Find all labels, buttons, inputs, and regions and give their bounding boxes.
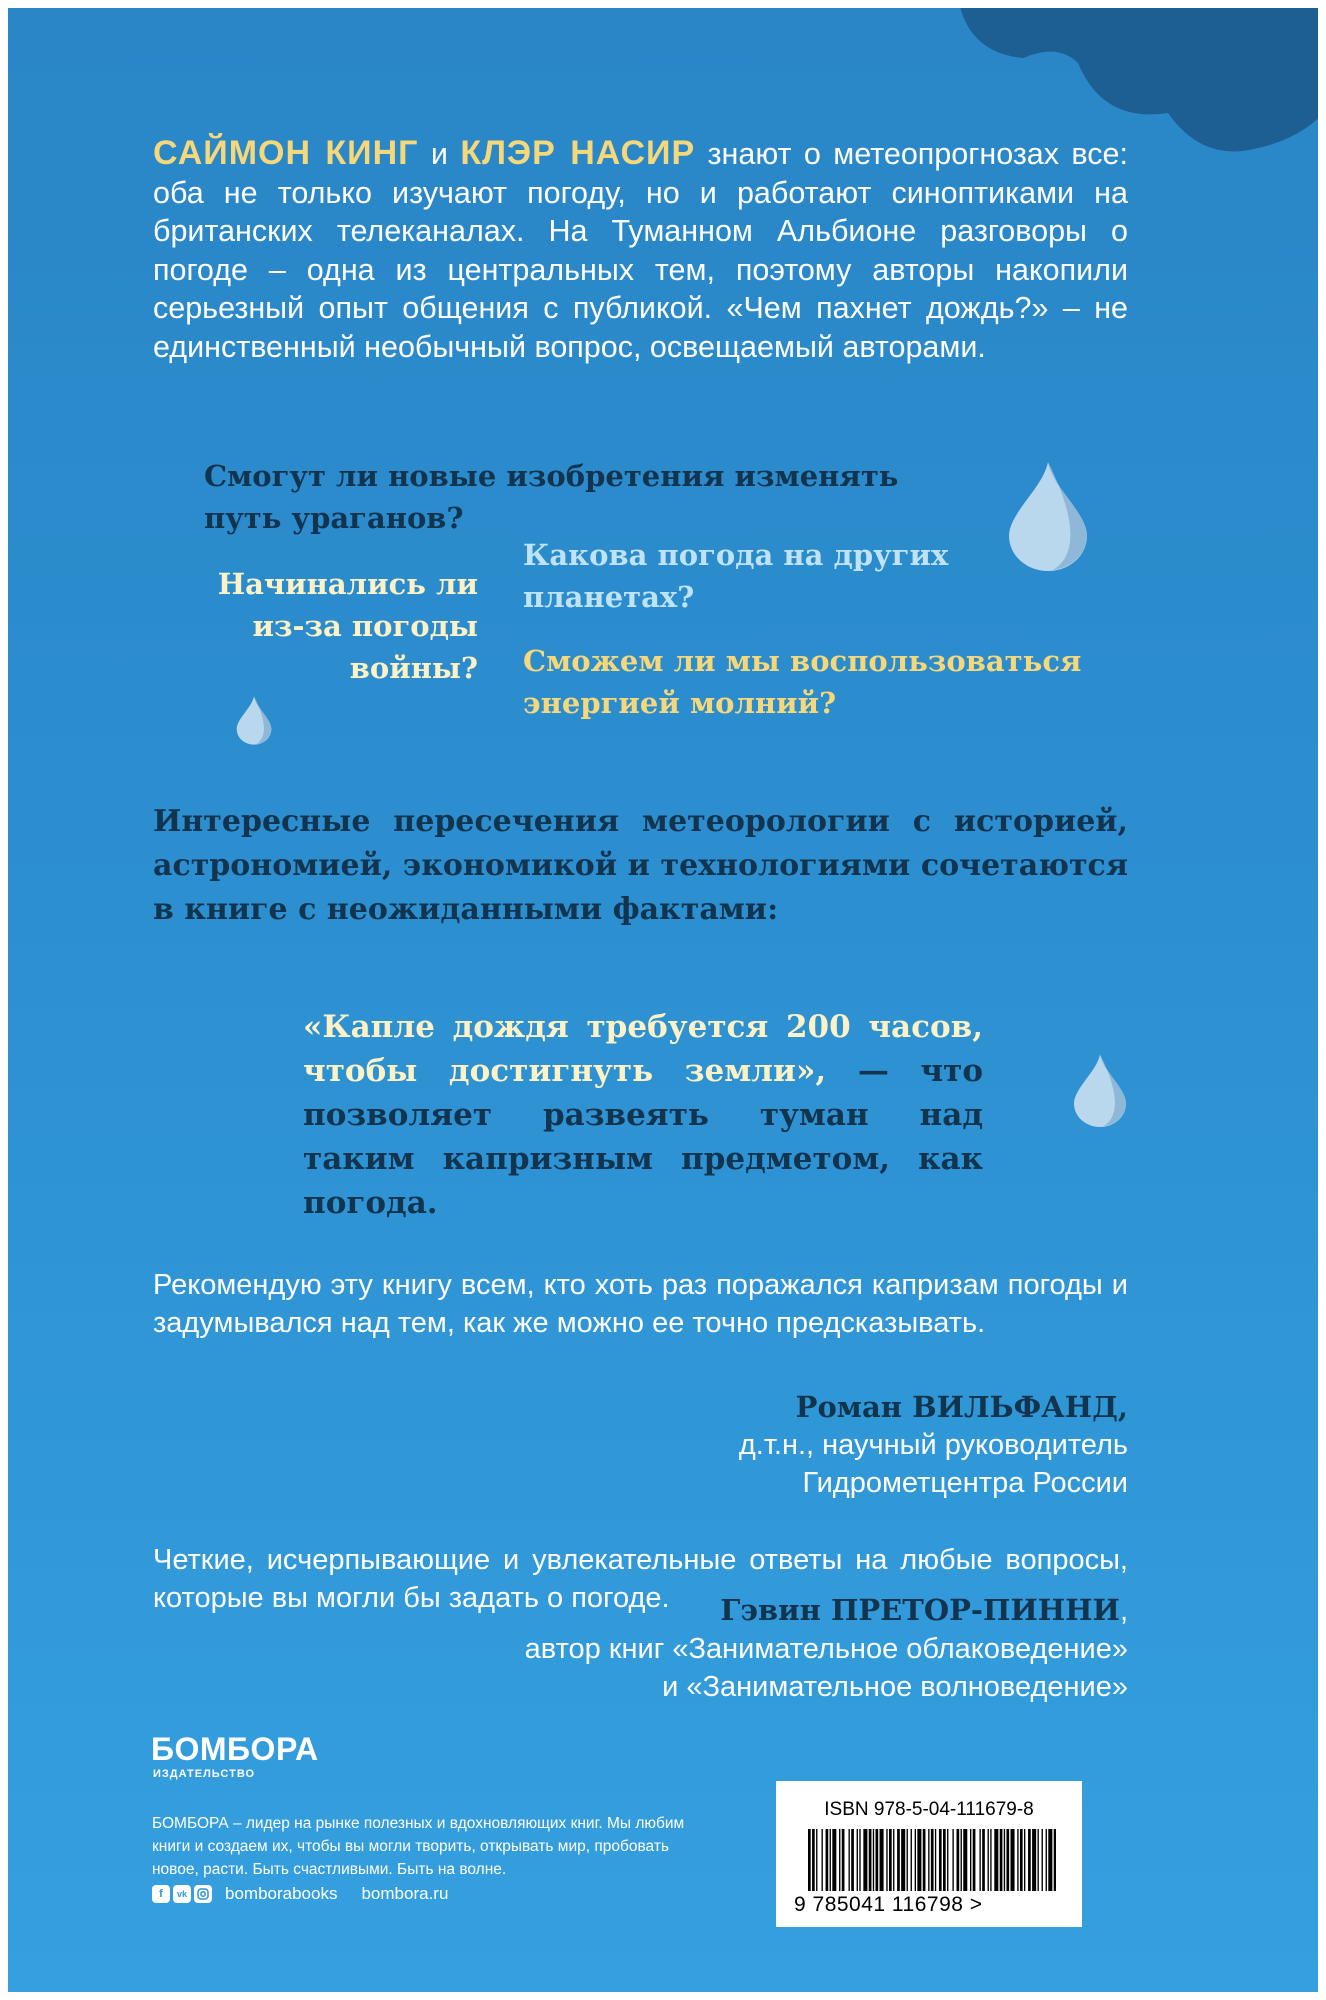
barcode-bar [957, 1829, 960, 1891]
barcode-bar [880, 1829, 884, 1891]
raindrop-icon [234, 694, 274, 746]
reviewer-role: д.т.н., научный руководитель [738, 1429, 1128, 1461]
barcode-bar [876, 1829, 879, 1891]
barcode-bar [988, 1829, 989, 1891]
website-link[interactable]: bombora.ru [361, 1884, 449, 1903]
author-conjunction: и [430, 137, 448, 171]
barcode-bar [808, 1829, 811, 1891]
barcode-bar [863, 1829, 867, 1891]
barcode-bar [943, 1829, 946, 1891]
barcode-bar [952, 1829, 953, 1891]
question-planets: Какова погода на других планетах? [523, 538, 949, 614]
barcode-bar [1046, 1829, 1047, 1891]
barcode-bar [1048, 1829, 1052, 1891]
barcode-bar [1024, 1829, 1025, 1891]
barcode-bar [907, 1829, 908, 1891]
barcode-bar [1011, 1829, 1015, 1891]
barcode-bar [931, 1829, 934, 1891]
barcode-bar [851, 1829, 854, 1891]
barcode-bar [889, 1829, 892, 1891]
barcode-bar [939, 1829, 942, 1891]
barcode-bar [973, 1829, 976, 1891]
barcode-bar [1028, 1829, 1031, 1891]
barcode-bar [1017, 1829, 1018, 1891]
barcode-bar [1038, 1829, 1039, 1891]
social-handle-link[interactable]: bomborabooks [225, 1884, 338, 1903]
barcode-bar [822, 1829, 823, 1891]
barcode-bar [1042, 1829, 1043, 1891]
barcode-bar [911, 1829, 912, 1891]
instagram-icon[interactable] [194, 1885, 212, 1903]
isbn-digits: 9 785041 116798 > [794, 1893, 983, 1916]
publisher-logo-subtitle: ИЗДАТЕЛЬСТВО [153, 1768, 256, 1780]
reviewer-role: Гидрометцентра России [802, 1467, 1128, 1499]
question-wars: Начинались ли из-за погоды войны? [217, 567, 478, 685]
barcode-bar [963, 1829, 967, 1891]
barcode-bar [1000, 1829, 1003, 1891]
author-name-1: САЙМОН КИНГ [153, 134, 419, 172]
publisher-logo: БОМБОРА [151, 1731, 319, 1767]
barcode-bar [970, 1829, 971, 1891]
review-vilfand-signature [739, 1388, 1128, 1502]
isbn-label: ISBN 978-5-04-111679-8 [824, 1799, 1034, 1820]
barcode-bar [979, 1829, 980, 1891]
reviewer-name: Гэвин ПРЕТОР-ПИННИ [720, 1593, 1120, 1627]
barcode-bar [915, 1829, 916, 1891]
barcode-bar [812, 1829, 815, 1891]
reviewer-name-row: Гэвин ПРЕТОР-ПИННИ, [720, 1593, 1128, 1627]
barcode-bar [990, 1829, 991, 1891]
reviewer-role: и «Занимательное волноведение» [662, 1671, 1128, 1703]
barcode-bar [923, 1829, 926, 1891]
barcode-bar [826, 1829, 829, 1891]
publisher-links [152, 1882, 462, 1906]
publisher-description: БОМБОРА – лидер на рынке полезных и вдохновляющих книг. Мы любим книги и создаем их, чтобы вы могли творить, открывать мир, пробовать новое, расти. Быть счастливыми. Быть на волне. [152, 1815, 685, 1878]
intro-paragraph [153, 134, 1128, 366]
review-vilfand-text: Рекомендую эту книгу всем, кто хоть раз поражался капризам погоды и задумывался над тем, как же можно ее точно предсказывать. [153, 1269, 1128, 1339]
reviewer-name: Роман ВИЛЬФАНД, [795, 1390, 1128, 1424]
question-lightning: Сможем ли мы воспользоваться энергией молний? [523, 644, 1082, 720]
quote-highlight: «Капле дождя требуется 200 часов, чтобы достигнуть земли», [303, 1009, 983, 1089]
barcode-bar [839, 1829, 840, 1891]
facts-paragraph: Интересные пересечения метеорологии с историей, астрономией, экономикой и технологиями сочетаются в книге с неожиданными фактами: [153, 804, 1128, 927]
barcode-bar [935, 1829, 936, 1891]
review-pretor-text: Четкие, исчерпывающие и увлекательные ответы на любые вопросы, которые вы могли бы задать о погоде. [153, 1544, 1128, 1614]
barcode-bar [832, 1829, 836, 1891]
barcode-bar [901, 1829, 905, 1891]
barcode-bar [947, 1829, 948, 1891]
raindrop-icon [1070, 1050, 1130, 1130]
quote-rest: — что позволяет развеять туман над таким капризным предметом, как погода. [303, 1053, 983, 1221]
barcode-bar [994, 1829, 998, 1891]
reviewer-role: автор книг «Занимательное облаковедение» [524, 1633, 1128, 1665]
barcode-bar [1020, 1829, 1023, 1891]
raindrop-icon [1003, 458, 1093, 573]
back-cover [8, 8, 1318, 1992]
intro-text: знают о метеопрогнозах все: оба не только изучают погоду, но и работают синоптиками на британских телеканалах. На Туманном Альбионе разговоры о погоде – одна из центральных тем, поэтому авторы накопили серьезный опыт общения с публикой. «Чем пахнет дождь?» – не единственный необычный вопрос, освещаемый авторами. [153, 137, 1128, 364]
barcode-bar [859, 1829, 860, 1891]
barcode-bar [897, 1829, 900, 1891]
facebook-icon[interactable]: f [152, 1885, 170, 1903]
barcode-bar [928, 1829, 929, 1891]
isbn-barcode-block [776, 1781, 1082, 1927]
barcode-bar [816, 1829, 817, 1891]
question-hurricanes: Смогут ли новые изобретения изменять путь ураганов? [204, 459, 899, 535]
barcode-bar [873, 1829, 874, 1891]
barcode-bar [857, 1829, 858, 1891]
barcode-bar [849, 1829, 850, 1891]
barcode-bar [830, 1829, 831, 1891]
barcode-bar [982, 1829, 985, 1891]
barcode-bar [893, 1829, 894, 1891]
barcode-bar [1054, 1829, 1056, 1891]
barcode-bar [961, 1829, 962, 1891]
barcode-bar [842, 1829, 845, 1891]
barcode-bar [917, 1829, 921, 1891]
barcode-bar [1004, 1829, 1005, 1891]
barcode-bar [1032, 1829, 1036, 1891]
barcode-bar [1006, 1829, 1009, 1891]
raindrop-quote [303, 1005, 983, 1225]
barcode-bar [886, 1829, 887, 1891]
barcode-bar [869, 1829, 872, 1891]
vk-icon[interactable]: vk [173, 1885, 191, 1903]
author-name-2: КЛЭР НАСИР [460, 134, 696, 172]
review-pretor-signature [525, 1591, 1128, 1706]
